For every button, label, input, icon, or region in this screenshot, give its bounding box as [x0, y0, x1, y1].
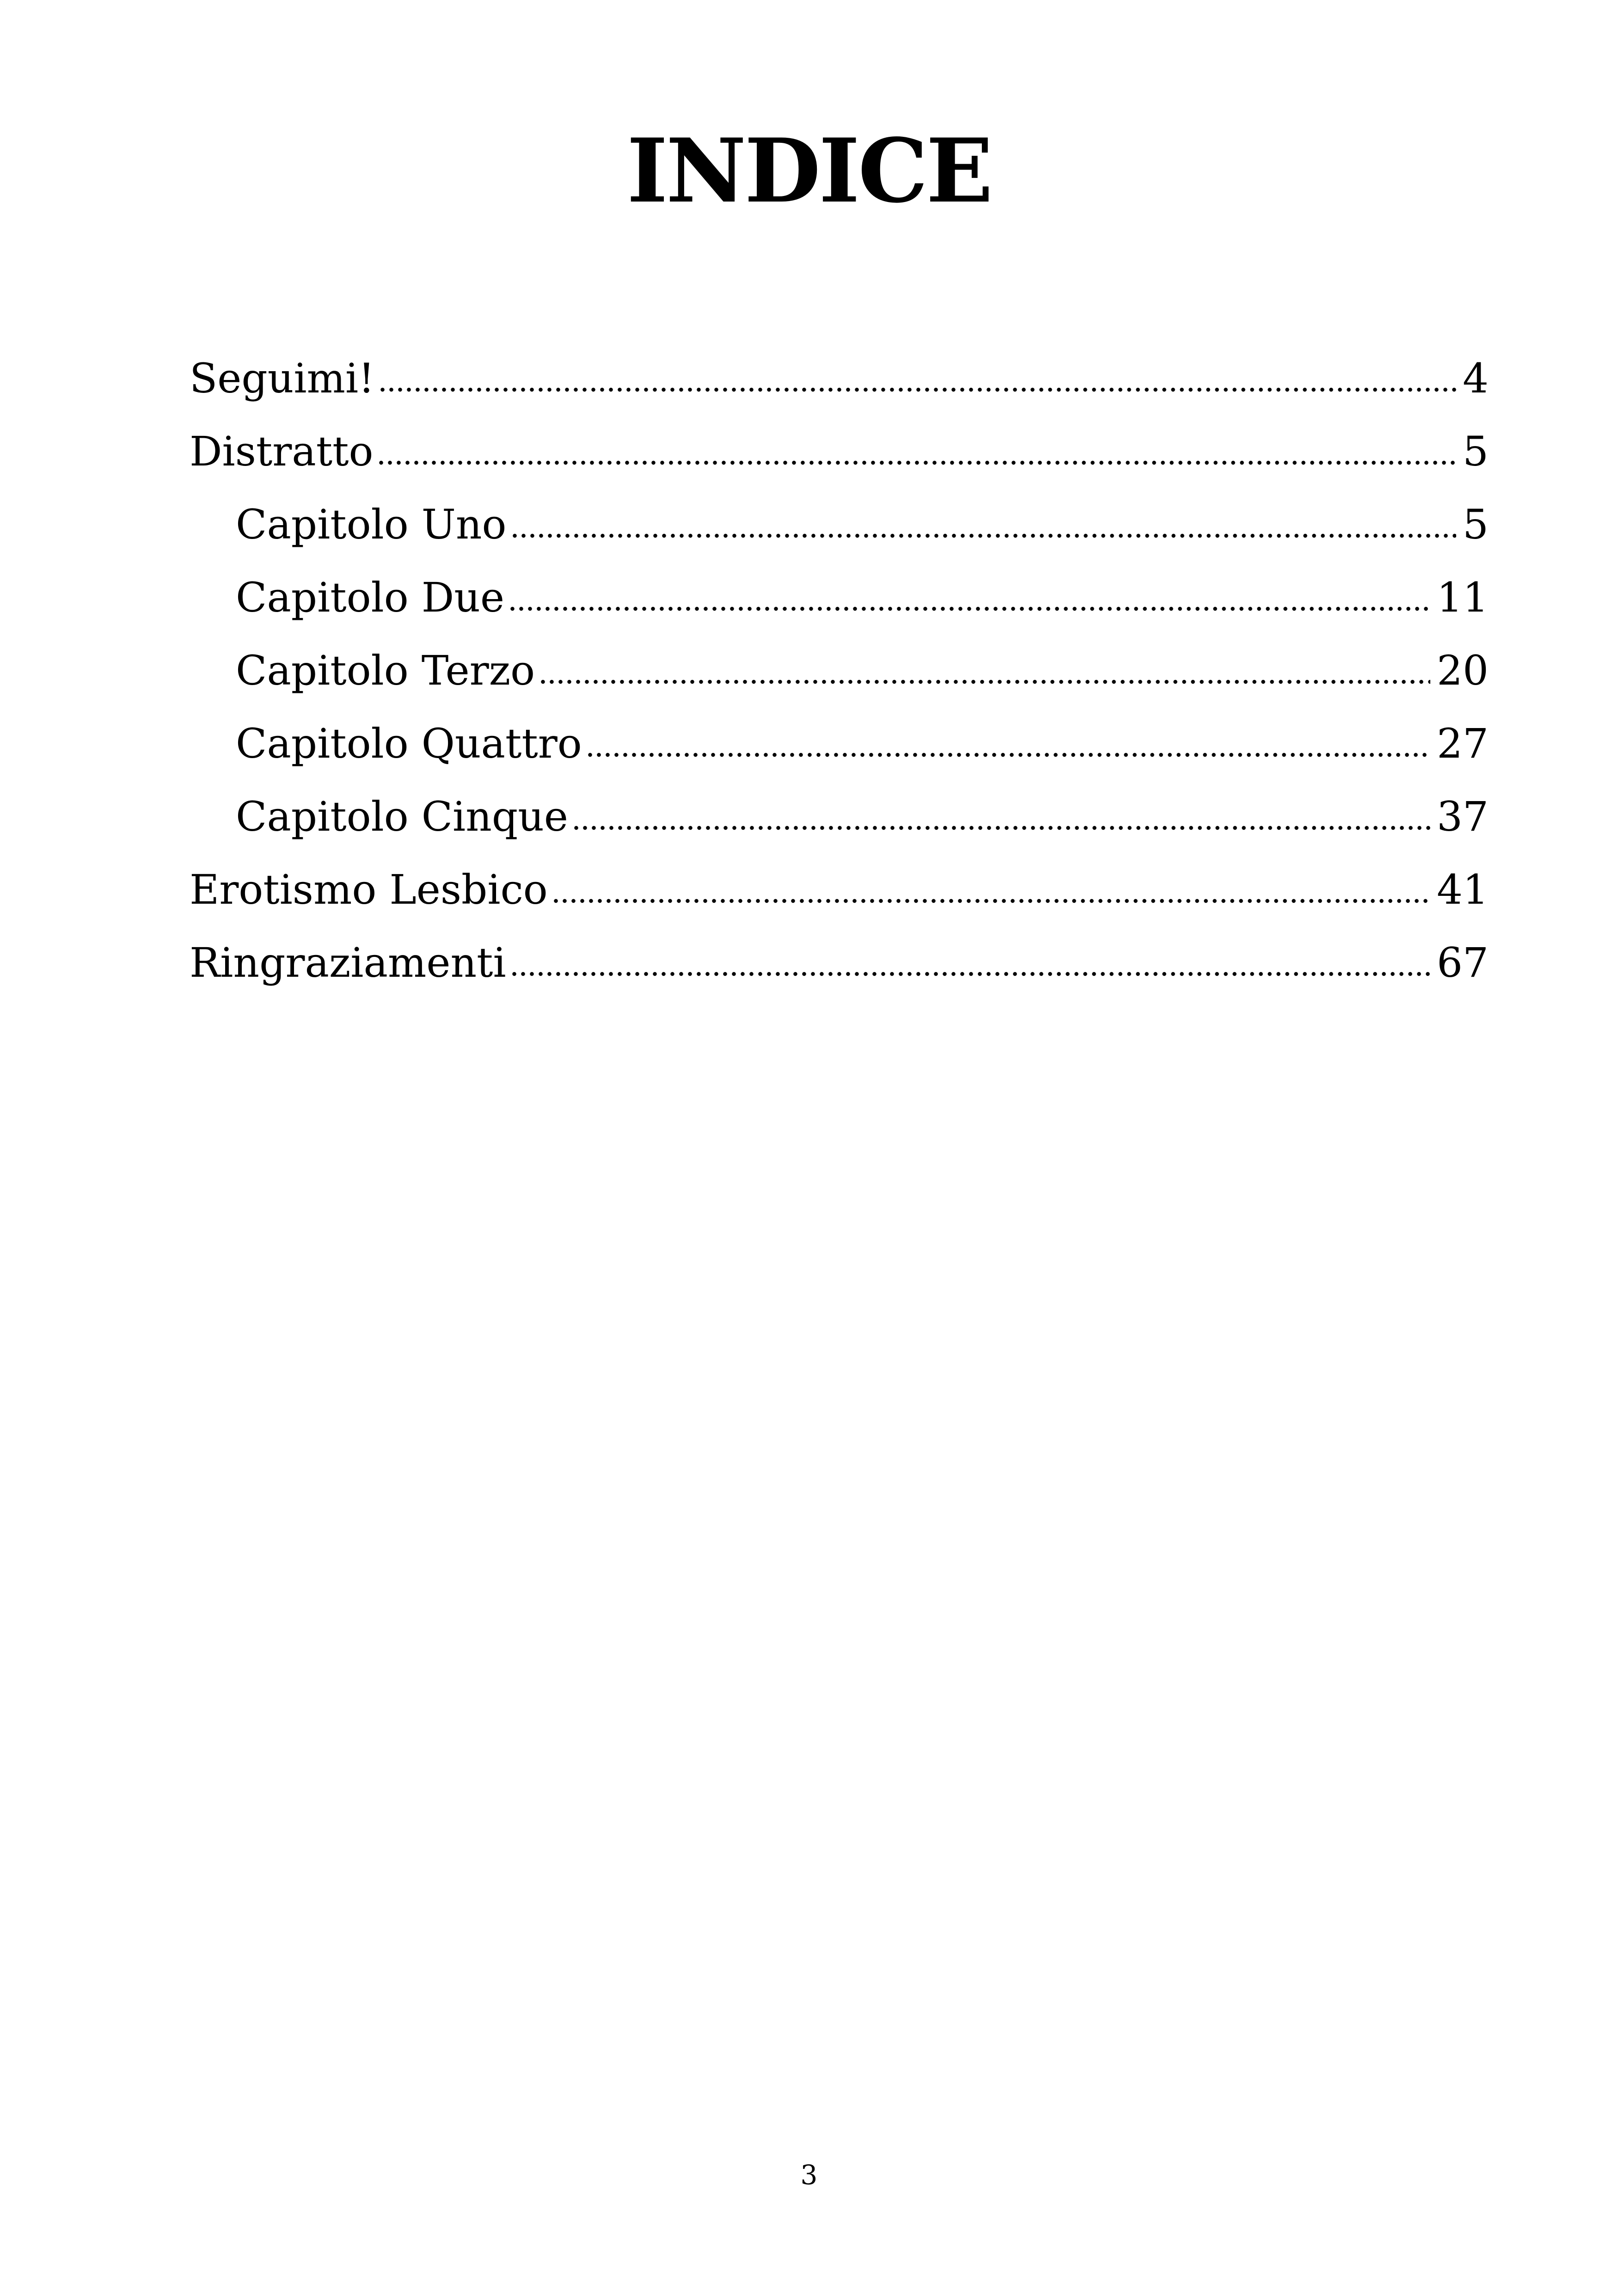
toc-entry-capitolo-uno[interactable] [190, 488, 1489, 561]
toc-entry-capitolo-terzo[interactable] [190, 634, 1489, 707]
toc-entry-seguimi[interactable] [190, 342, 1489, 415]
toc-entry-page: 5 [1463, 428, 1489, 475]
toc-entry-label: Seguimi! [190, 355, 375, 402]
toc-entry-page: 27 [1437, 720, 1489, 767]
toc-entry-page: 20 [1437, 647, 1489, 694]
dot-leader [508, 606, 1430, 612]
toc-entry-label: Capitolo Uno [236, 501, 507, 548]
toc-entry-erotismo-lesbico[interactable] [190, 853, 1489, 926]
dot-leader [539, 679, 1430, 685]
page-number: 3 [800, 2159, 818, 2191]
toc-entry-page: 37 [1437, 793, 1489, 840]
toc-entry-distratto[interactable] [190, 415, 1489, 488]
toc-entry-page: 41 [1437, 866, 1489, 913]
page-title: INDICE [626, 119, 992, 222]
dot-leader [586, 752, 1430, 758]
dot-leader [377, 460, 1456, 465]
toc-entry-page: 4 [1463, 355, 1489, 402]
dot-leader [510, 533, 1456, 539]
toc-entry-label: Capitolo Cinque [236, 793, 568, 840]
toc-entry-capitolo-quattro[interactable] [190, 707, 1489, 780]
toc-entry-label: Capitolo Due [236, 574, 505, 621]
toc-entry-label: Erotismo Lesbico [190, 866, 548, 913]
dot-leader [552, 898, 1430, 904]
dot-leader [378, 387, 1456, 392]
toc-entry-label: Distratto [190, 428, 374, 475]
toc-entry-capitolo-due[interactable] [190, 561, 1489, 634]
toc-entry-label: Ringraziamenti [190, 939, 506, 986]
dot-leader [510, 971, 1430, 977]
toc-entry-label: Capitolo Quattro [236, 720, 582, 767]
toc-entry-label: Capitolo Terzo [236, 647, 535, 694]
table-of-contents [190, 342, 1489, 999]
dot-leader [572, 825, 1430, 831]
toc-entry-page: 67 [1437, 939, 1489, 986]
toc-entry-ringraziamenti[interactable] [190, 926, 1489, 999]
toc-entry-page: 5 [1463, 501, 1489, 548]
toc-entry-page: 11 [1437, 574, 1489, 621]
toc-entry-capitolo-cinque[interactable] [190, 780, 1489, 853]
